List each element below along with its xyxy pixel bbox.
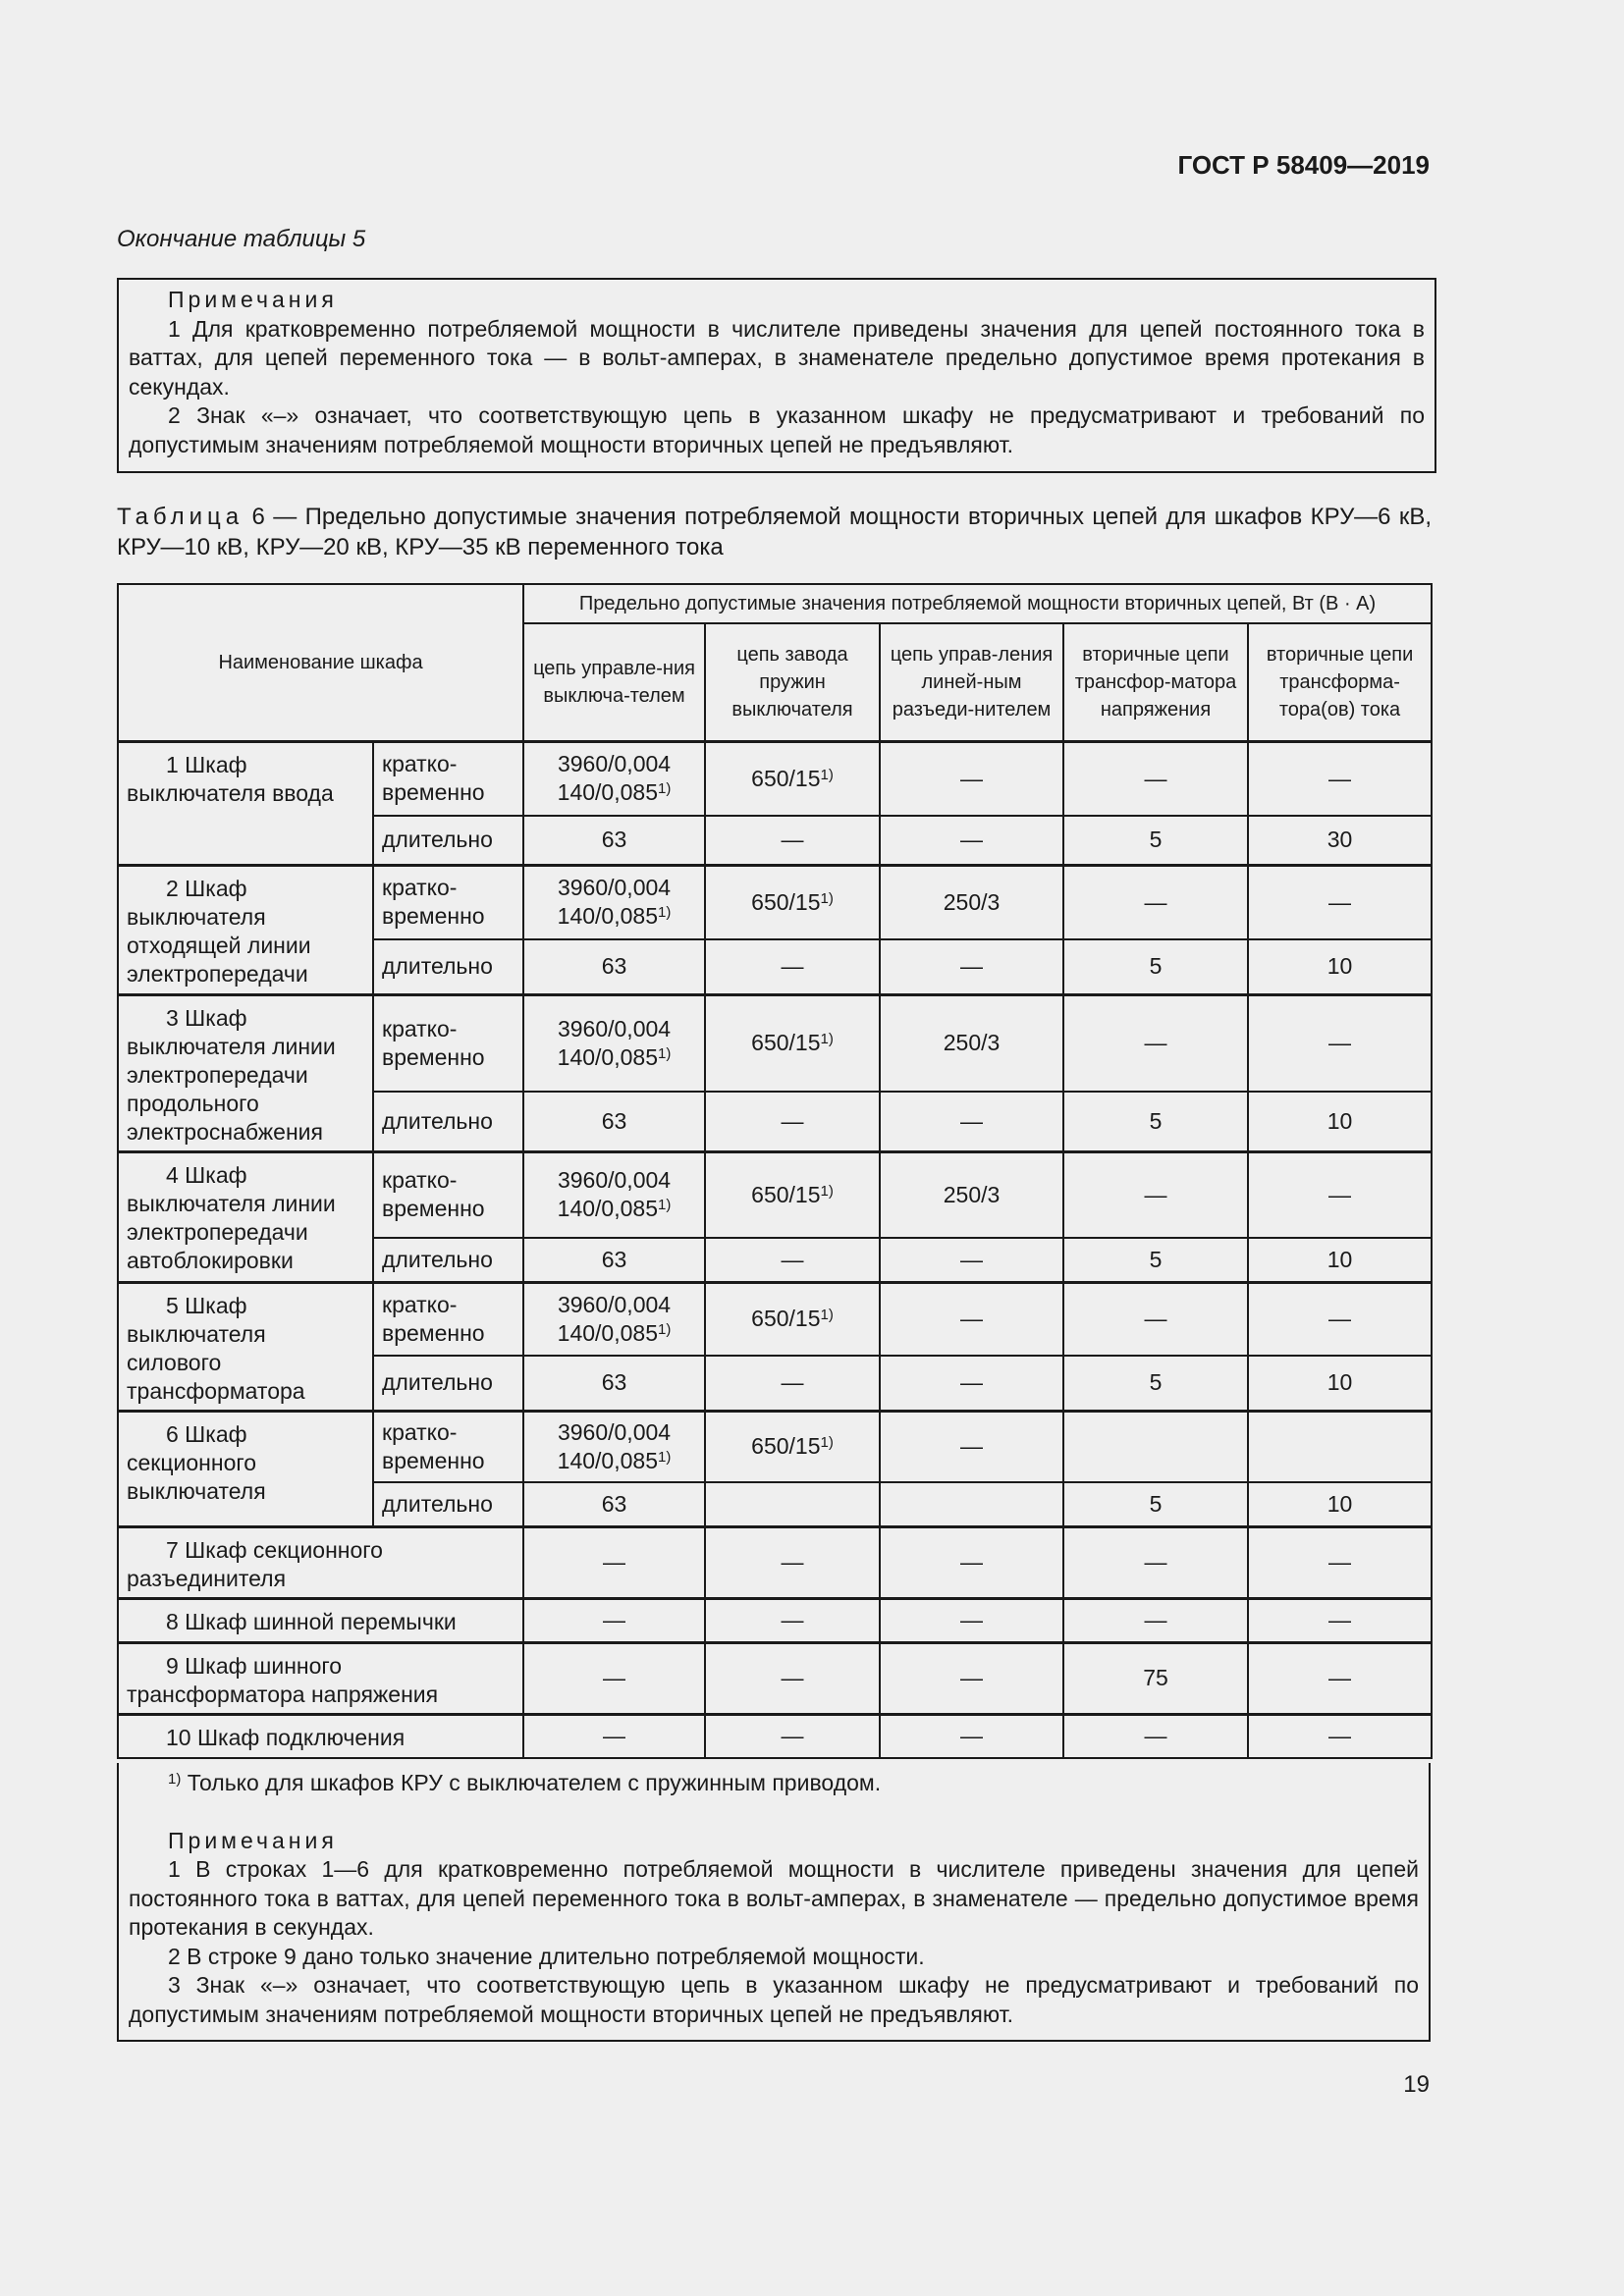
group-header: Предельно допустимые значения потребляемой мощности вторичных цепей, Вт (В · А): [523, 584, 1432, 623]
mode-label: кратко-временно: [373, 994, 523, 1092]
value-cell: 3960/0,004 140/0,085$^{1)}$: [523, 1282, 705, 1356]
value-cell: —: [1248, 1151, 1432, 1238]
value-cell: 10: [1248, 1092, 1432, 1151]
table-row: [118, 1282, 1432, 1356]
notes-top-title: Примечания: [168, 287, 338, 312]
value-cell: 5: [1063, 816, 1248, 865]
value-cell: 10: [1248, 1238, 1432, 1282]
value-cell: 5: [1063, 1482, 1248, 1526]
value-cell: 75: [1063, 1642, 1248, 1714]
value-cell: 63: [523, 1238, 705, 1282]
table-caption-label: Таблица: [117, 504, 244, 530]
value-cell: 650/15$^{1)}$: [705, 741, 880, 816]
value-cell: 30: [1248, 816, 1432, 865]
mode-label: длительно: [373, 1356, 523, 1411]
value-cell: [880, 1482, 1063, 1526]
value-cell: 63: [523, 1092, 705, 1151]
value-cell: 63: [523, 1482, 705, 1526]
mode-label: длительно: [373, 1482, 523, 1526]
value-cell: —: [880, 1356, 1063, 1411]
value-cell: 650/15$^{1)}$: [705, 994, 880, 1092]
value-cell: —: [1248, 1642, 1432, 1714]
notes-bottom-title: Примечания: [168, 1827, 338, 1853]
value-cell: —: [1063, 1282, 1248, 1356]
value-cell: 650/15$^{1)}$: [705, 1411, 880, 1482]
value-cell: —: [880, 1411, 1063, 1482]
value-cell: —: [523, 1642, 705, 1714]
value-cell: —: [1248, 741, 1432, 816]
value-cell: —: [705, 1598, 880, 1642]
mode-label: длительно: [373, 1238, 523, 1282]
table-row: [118, 741, 1432, 816]
name-header: Наименование шкафа: [118, 584, 523, 741]
value-cell: [705, 1482, 880, 1526]
value-cell: —: [705, 939, 880, 994]
table-row: [118, 1411, 1432, 1482]
value-cell: —: [1248, 865, 1432, 939]
value-cell: —: [705, 816, 880, 865]
value-cell: [1248, 1411, 1432, 1482]
value-cell: —: [1063, 1526, 1248, 1598]
mode-label: длительно: [373, 816, 523, 865]
value-cell: —: [1063, 865, 1248, 939]
table-caption: [117, 502, 1432, 562]
value-cell: —: [1063, 741, 1248, 816]
value-cell: 3960/0,004 140/0,085$^{1)}$: [523, 865, 705, 939]
value-cell: 63: [523, 816, 705, 865]
mode-label: длительно: [373, 939, 523, 994]
column-header: вторичные цепи трансформа-тора(ов) тока: [1248, 623, 1432, 741]
mode-label: длительно: [373, 1092, 523, 1151]
cabinet-name: 8 Шкаф шинной перемычки: [118, 1598, 523, 1642]
value-cell: —: [523, 1598, 705, 1642]
value-cell: 10: [1248, 1482, 1432, 1526]
value-cell: —: [1248, 1526, 1432, 1598]
value-cell: 650/15$^{1)}$: [705, 1151, 880, 1238]
value-cell: 10: [1248, 939, 1432, 994]
value-cell: —: [1063, 1598, 1248, 1642]
value-cell: —: [880, 1526, 1063, 1598]
table-row: [118, 1151, 1432, 1238]
value-cell: —: [705, 1238, 880, 1282]
value-cell: —: [880, 939, 1063, 994]
cabinet-name: 7 Шкаф секционного разъединителя: [118, 1526, 523, 1598]
notes-bottom-box: [117, 1763, 1431, 2042]
table-row: [118, 1714, 1432, 1758]
value-cell: 3960/0,004 140/0,085$^{1)}$: [523, 741, 705, 816]
cabinet-name: 9 Шкаф шинного трансформатора напряжения: [118, 1642, 523, 1714]
value-cell: 250/3: [880, 865, 1063, 939]
value-cell: —: [880, 816, 1063, 865]
value-cell: 650/15$^{1)}$: [705, 1282, 880, 1356]
cabinet-name: 2 Шкаф выключателя отходящей линии электропередачи: [118, 865, 373, 994]
value-cell: —: [1248, 994, 1432, 1092]
cabinet-name: 5 Шкаф выключателя силового трансформатора: [118, 1282, 373, 1411]
value-cell: —: [880, 1238, 1063, 1282]
mode-label: кратко-временно: [373, 1411, 523, 1482]
value-cell: —: [880, 1598, 1063, 1642]
value-cell: 63: [523, 1356, 705, 1411]
value-cell: —: [1248, 1282, 1432, 1356]
page-number: 19: [1403, 2071, 1430, 2098]
mode-label: кратко-временно: [373, 865, 523, 939]
column-header: цепь управле-ния выключа-телем: [523, 623, 705, 741]
cabinet-name: 4 Шкаф выключателя линии электропередачи автоблокировки: [118, 1151, 373, 1282]
notes-top-box: [117, 278, 1436, 473]
cabinet-name: 10 Шкаф подключения: [118, 1714, 523, 1758]
table-row: [118, 1598, 1432, 1642]
value-cell: 3960/0,004 140/0,085$^{1)}$: [523, 994, 705, 1092]
value-cell: —: [880, 1714, 1063, 1758]
value-cell: —: [705, 1714, 880, 1758]
footnote: $^{1)}$ Только для шкафов КРУ с выключателем с пружинным приводом.: [168, 1770, 882, 1795]
value-cell: —: [523, 1714, 705, 1758]
cabinet-name: 1 Шкаф выключателя ввода: [118, 741, 373, 865]
value-cell: 5: [1063, 1092, 1248, 1151]
notes-top-item: 2 Знак «–» означает, что соответствующую цепь в указанном шкафу не предусматривают и требований по допустимым значениям потребляемой мощности вторичных цепей не предъявляют.: [129, 402, 1425, 457]
value-cell: —: [705, 1356, 880, 1411]
value-cell: 5: [1063, 939, 1248, 994]
value-cell: 10: [1248, 1356, 1432, 1411]
value-cell: 250/3: [880, 994, 1063, 1092]
mode-label: кратко-временно: [373, 1151, 523, 1238]
table-row: [118, 865, 1432, 939]
table-row: [118, 994, 1432, 1092]
notes-bottom-item: 1 В строках 1—6 для кратковременно потребляемой мощности в числителе приведены значения для цепей постоянного тока в ваттах, для цепей переменного тока в вольт-амперах, в знаменателе — предельно допустимое время протекания в секундах.: [129, 1856, 1419, 1940]
value-cell: —: [705, 1092, 880, 1151]
notes-bottom-item: 3 Знак «–» означает, что соответствующую цепь в указанном шкафу не предусматривают и требований по допустимым значениям потребляемой мощности вторичных цепей не предъявляют.: [129, 1972, 1419, 2027]
mode-label: кратко-временно: [373, 741, 523, 816]
value-cell: —: [1063, 1151, 1248, 1238]
value-cell: —: [1248, 1598, 1432, 1642]
notes-top-item: 1 Для кратковременно потребляемой мощности в числителе приведены значения для цепей постоянного тока в ваттах, для цепей переменного тока — в вольт-амперах, в знаменателе предельно допустимое время протекания в секундах.: [129, 315, 1425, 400]
value-cell: 250/3: [880, 1151, 1063, 1238]
value-cell: 5: [1063, 1356, 1248, 1411]
value-cell: —: [880, 1092, 1063, 1151]
value-cell: —: [1063, 1714, 1248, 1758]
cabinet-name: 6 Шкаф секционного выключателя: [118, 1411, 373, 1526]
value-cell: —: [523, 1526, 705, 1598]
value-cell: [1063, 1411, 1248, 1482]
value-cell: —: [880, 1282, 1063, 1356]
column-header: цепь завода пружин выключателя: [705, 623, 880, 741]
mode-label: кратко-временно: [373, 1282, 523, 1356]
value-cell: 650/15$^{1)}$: [705, 865, 880, 939]
value-cell: 3960/0,004 140/0,085$^{1)}$: [523, 1411, 705, 1482]
notes-bottom-item: 2 В строке 9 дано только значение длительно потребляемой мощности.: [168, 1943, 925, 1969]
value-cell: —: [1248, 1714, 1432, 1758]
table-caption-text: 6 — Предельно допустимые значения потребляемой мощности вторичных цепей для шкафов КРУ—6 кВ, КРУ—10 кВ, КРУ—20 кВ, КРУ—35 кВ переменного тока: [117, 504, 1432, 561]
value-cell: —: [705, 1526, 880, 1598]
value-cell: 3960/0,004 140/0,085$^{1)}$: [523, 1151, 705, 1238]
column-header: вторичные цепи трансфор-матора напряжения: [1063, 623, 1248, 741]
value-cell: —: [880, 741, 1063, 816]
cabinet-name: 3 Шкаф выключателя линии электропередачи продольного электроснабжения: [118, 994, 373, 1151]
value-cell: —: [705, 1642, 880, 1714]
table-row: [118, 1642, 1432, 1714]
value-cell: 5: [1063, 1238, 1248, 1282]
power-table: [117, 583, 1433, 1759]
value-cell: —: [1063, 994, 1248, 1092]
column-header: цепь управ-ления линей-ным разъеди-нителем: [880, 623, 1063, 741]
value-cell: 63: [523, 939, 705, 994]
continuation-label: Окончание таблицы 5: [117, 226, 366, 252]
value-cell: —: [880, 1642, 1063, 1714]
table-row: [118, 1526, 1432, 1598]
standard-header: ГОСТ Р 58409—2019: [1177, 150, 1430, 180]
